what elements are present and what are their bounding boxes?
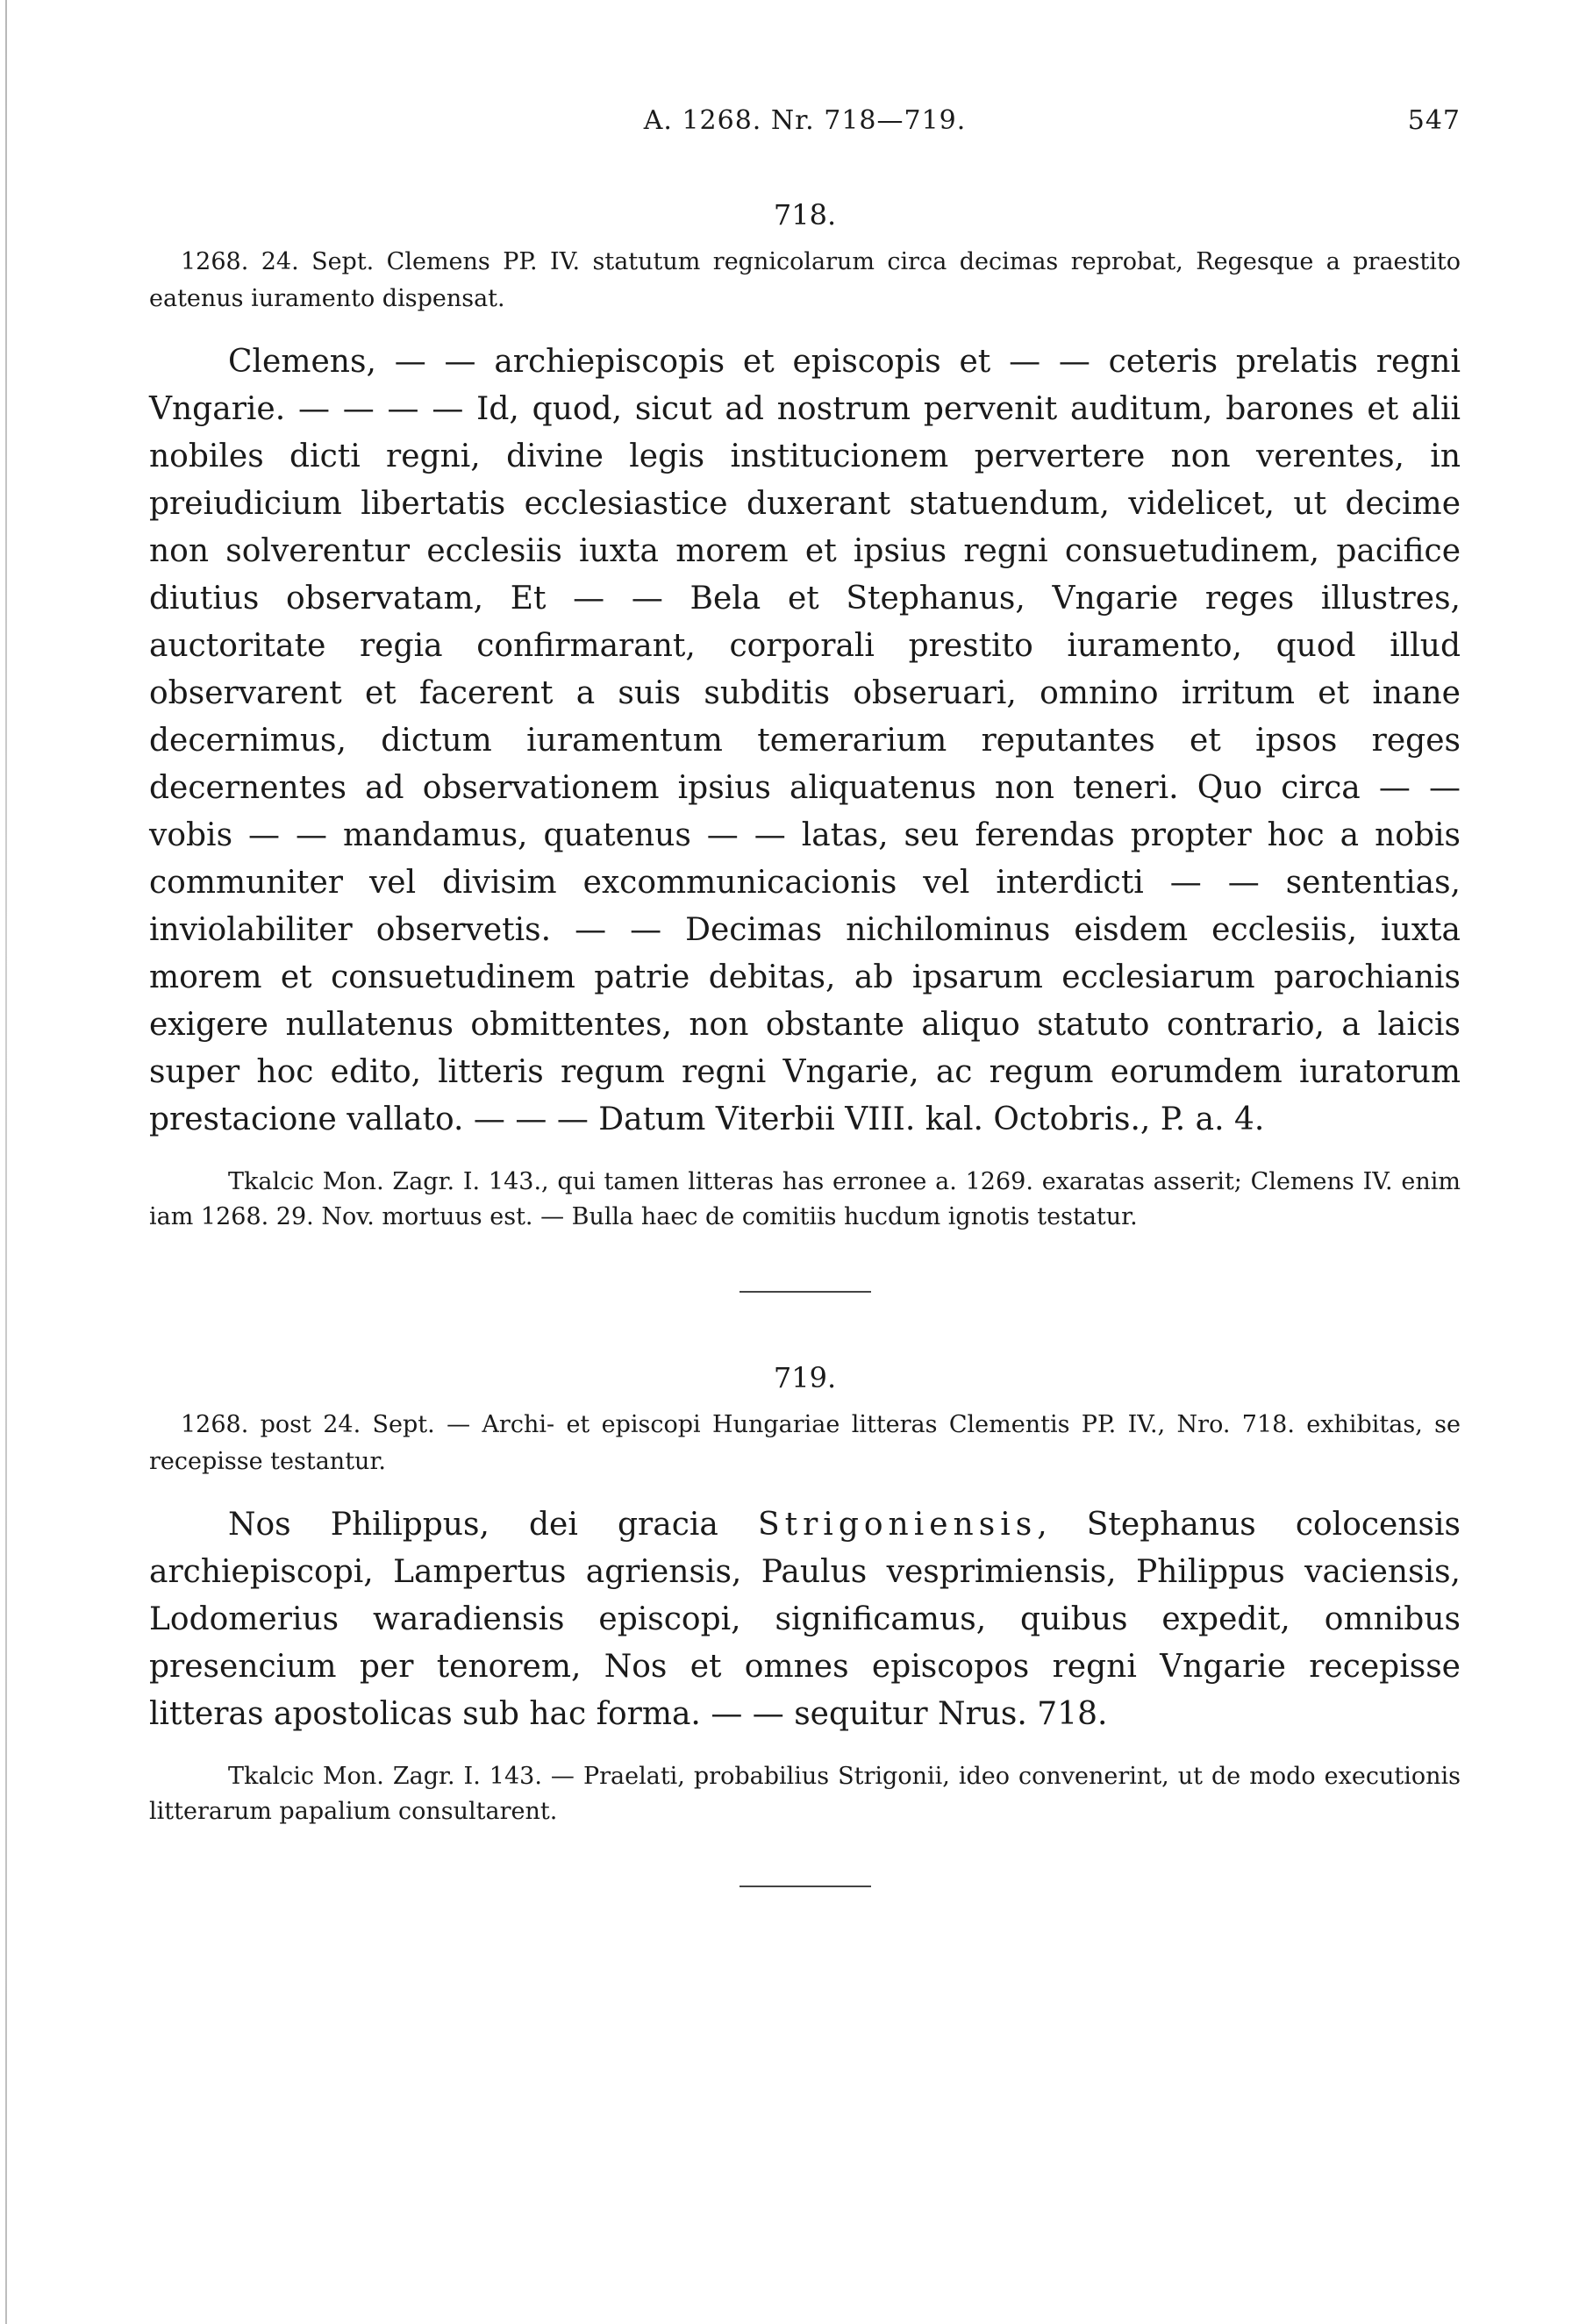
document-number: 718. xyxy=(773,198,837,232)
document-regest: 1268. 24. Sept. Clemens PP. IV. statutum regnicolarum circa decimas reprobat, Regesque a praestito eatenus iuramento dispensat. xyxy=(149,248,1461,312)
scan-margin-line xyxy=(5,0,7,2324)
document-number: 719. xyxy=(773,1361,837,1394)
running-title: A. 1268. Nr. 718—719. xyxy=(643,105,967,136)
document-regest: 1268. post 24. Sept. — Archi- et episcopi Hungariae litteras Clementis PP. IV., Nro. 718. exhibitas, se recepisse testantur. xyxy=(149,1411,1461,1475)
source-note: Tkalcic Mon. Zagr. I. 143. — Praelati, probabilius Strigonii, ideo convenerint, ut de modo executionis litterarum papalium consultarent. xyxy=(149,1763,1461,1825)
text-part: , Stephanus colocensis archiepiscopi, Lampertus agriensis, Paulus vesprimiensis, Philippus vaciensis, Lodomerius waradiensis episcopi, significamus, quibus expedit, omnibus presencium per tenorem, Nos et omnes episcopos regni Vngarie recepisse litteras apostolicas sub hac forma. — — sequitur Nrus. 718. xyxy=(149,1507,1461,1732)
spacer xyxy=(149,1293,1461,1356)
running-head xyxy=(149,105,1461,158)
text-part: Nos Philippus, dei gracia xyxy=(228,1507,758,1543)
document-text: Clemens, — — archiepiscopis et episcopis et — — ceteris prelatis regni Vngarie. — — — — Id, quod, sicut ad nostrum pervenit auditum, barones et alii nobiles dicti regni, divine legis institucionem pervertere non verentes, in preiudicium libertatis ecclesiastice duxerant statuendum, videlicet, ut decime non solverentur ecclesiis iuxta morem et ipsius regni consuetudinem, pacifice diutius observatam, Et — — Bela et Stephanus, Vngarie reges illustres, auctoritate regia confirmarant, corporali prestito iuramento, quod illud observarent et facerent a suis subditis obseruari, omnino irritum et inane decernimus, dictum iuramentum temerarium reputantes et ipsos reges decernentes ad observationem ipsius aliquatenus non teneri. Quo circa — — vobis — — mandamus, quatenus — — latas, seu ferendas propter hoc a nobis communiter vel divisim excommunicacionis vel interdicti — — sententias, inviolabiliter observetis. — — Decimas nichilominus eisdem ecclesiis, iuxta morem et consuetudinem patrie debitas, ab ipsarum ecclesiarum parochianis exigere nullatenus obmittentes, non obstante aliquo statuto contrario, a laicis super hoc edito, litteris regum regni Vngarie, ac regum eorumdem iuratorum prestacione vallato. — — — Datum Viterbii VIII. kal. Octobris., P. a. 4. xyxy=(149,344,1461,1137)
source-note: Tkalcic Mon. Zagr. I. 143., qui tamen litteras has erronee a. 1269. exaratas asserit; Clemens IV. enim iam 1268. 29. Nov. mortuus est. — Bulla haec de comitiis hucdum ignotis testatur. xyxy=(149,1168,1461,1230)
document-719 xyxy=(149,1356,1461,1829)
page-number: 547 xyxy=(1407,105,1461,136)
place-name-spaced: Strigoniensis xyxy=(757,1507,1038,1543)
document-text xyxy=(149,1501,1461,1738)
section-divider xyxy=(739,1886,871,1887)
page-content xyxy=(149,105,1461,1887)
spacer xyxy=(149,158,1461,193)
document-718 xyxy=(149,193,1461,1235)
